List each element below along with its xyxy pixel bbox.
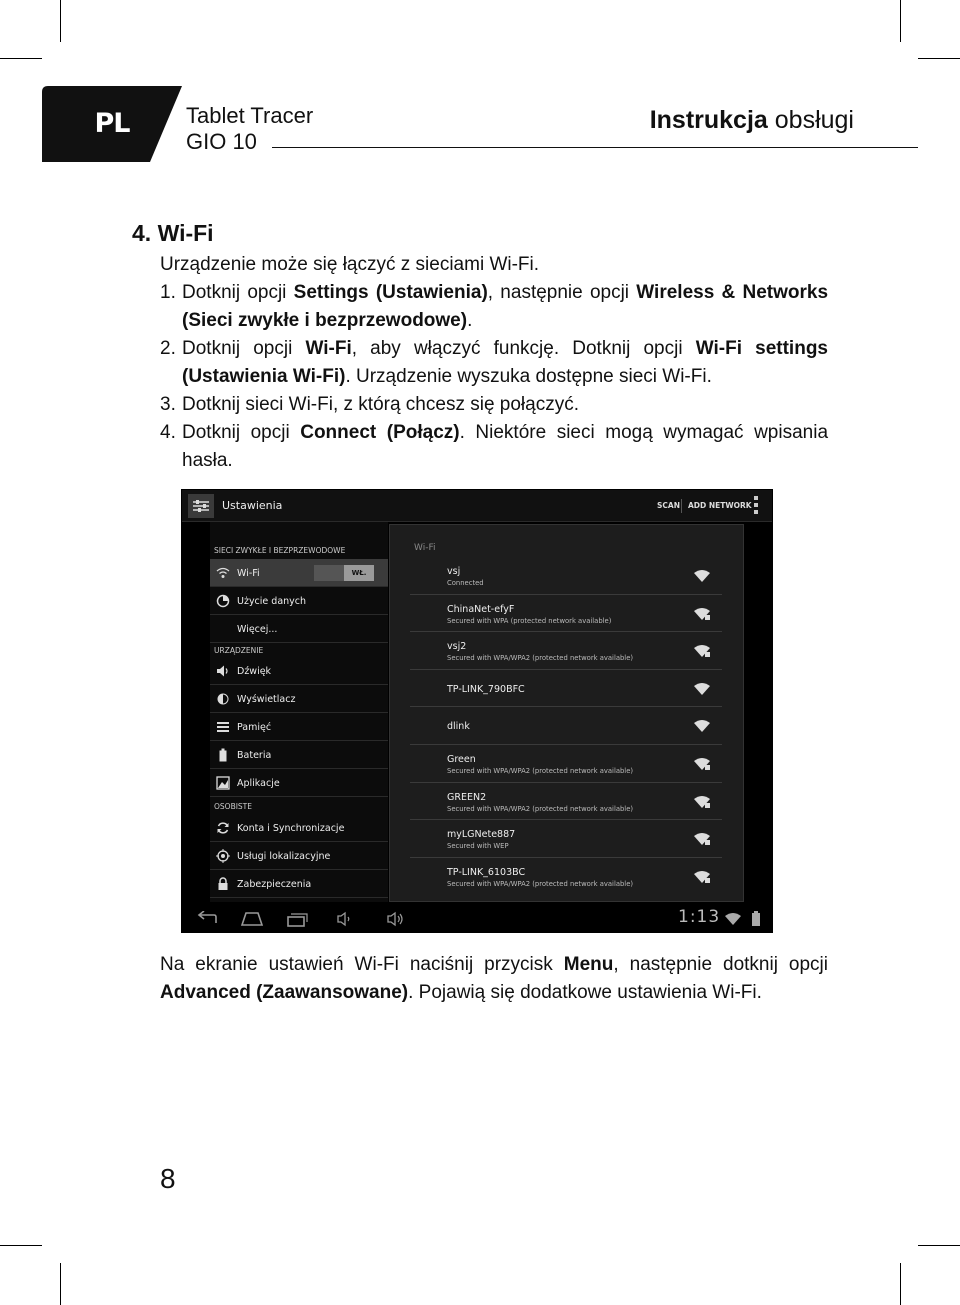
wifi-signal-icon [694, 570, 710, 582]
wifi-network-item[interactable] [410, 670, 722, 708]
section-body [160, 251, 828, 475]
data-usage-icon [216, 594, 230, 608]
system-nav-bar [182, 904, 773, 933]
wifi-network-item[interactable] [410, 632, 722, 670]
step-text: . Niektóre sieci mogą wymagać wpisania hasła. [182, 422, 829, 471]
step-text: Dotknij opcji [182, 338, 306, 359]
speaker-icon [216, 664, 230, 678]
crop-mark [900, 0, 901, 42]
volume-down-icon[interactable] [337, 911, 353, 927]
brightness-icon [216, 692, 230, 706]
settings-item-accounts[interactable] [210, 814, 388, 842]
category-personal: OSOBISTE [214, 802, 253, 811]
network-name: myLGNete887 [447, 829, 516, 841]
section-title: 4. Wi-Fi [132, 220, 214, 246]
action-separator [681, 499, 682, 513]
wifi-network-item[interactable] [410, 745, 722, 783]
settings-item-apps[interactable] [210, 769, 388, 797]
settings-app-icon [188, 494, 214, 518]
status-clock: 1:13 [678, 907, 721, 927]
network-status: Secured with WPA/WPA2 (protected network available) [447, 654, 634, 663]
settings-item-label: Pamięć [237, 722, 272, 733]
step-number: 1. [160, 282, 176, 303]
step-text: Dotknij opcji [182, 422, 301, 443]
network-status: Connected [447, 579, 484, 587]
settings-item-label: Więcej... [237, 624, 278, 635]
settings-item-location[interactable] [210, 842, 388, 870]
step-1 [160, 279, 828, 335]
settings-item-label: Usługi lokalizacyjne [237, 851, 331, 862]
wifi-network-item[interactable] [410, 820, 722, 858]
status-battery-icon [750, 911, 762, 927]
wifi-signal-icon [694, 683, 710, 695]
network-name: TP-LINK_6103BC [447, 866, 526, 878]
lock-icon [216, 877, 230, 891]
wifi-network-item[interactable] [410, 707, 722, 745]
wifi-network-item[interactable] [410, 595, 722, 633]
home-icon[interactable] [240, 911, 264, 927]
step-emphasis: Wi-Fi [305, 338, 352, 359]
step-emphasis: Connect (Połącz) [300, 422, 460, 443]
scan-button[interactable]: SCAN [657, 501, 680, 510]
apps-icon [216, 776, 230, 790]
footer-text: Na ekranie ustawień Wi-Fi naciśnij przycisk [160, 954, 564, 975]
footer-emphasis: Menu [563, 954, 614, 975]
step-3 [160, 391, 828, 419]
back-icon[interactable] [196, 911, 218, 927]
page-header [42, 86, 918, 162]
settings-screenshot [181, 489, 773, 933]
crop-mark [918, 58, 960, 59]
product-model: GIO 10 [186, 129, 257, 154]
settings-item-more[interactable] [210, 615, 388, 643]
settings-item-sound[interactable] [210, 657, 388, 685]
step-emphasis: Wi-Fi settings (Ustawienia Wi-Fi) [182, 338, 828, 387]
step-text: , następnie opcji [487, 282, 637, 303]
secured-wifi-icon [694, 871, 710, 883]
secured-wifi-icon [694, 833, 710, 845]
step-text: , aby włączyć funkcję. Dotknij opcji [351, 338, 696, 359]
footer-emphasis: Advanced (Zaawansowane) [160, 982, 409, 1003]
secured-wifi-icon [694, 758, 710, 770]
step-text: . Urządzenie wyszuka dostępne sieci Wi-Fi. [345, 366, 712, 387]
manual-title [650, 106, 854, 135]
wifi-signal-icon [694, 720, 710, 732]
network-status: Secured with WPA (protected network available) [447, 616, 612, 625]
step-text: Dotknij opcji [182, 282, 294, 303]
step-text: Dotknij sieci Wi-Fi, z którą chcesz się połączyć. [182, 394, 579, 415]
secured-wifi-icon [694, 608, 710, 620]
add-network-button[interactable]: ADD NETWORK [688, 501, 752, 510]
settings-item-label: Użycie danych [237, 596, 307, 607]
wifi-panel-title: Wi-Fi [414, 543, 436, 553]
action-bar-title: Ustawienia [222, 499, 283, 512]
footer-text: , następnie dotknij opcji [613, 954, 828, 975]
step-emphasis: Wireless & Networks (Sieci zwykłe i bezprzewodowe) [182, 282, 829, 331]
settings-item-data-usage[interactable] [210, 587, 388, 615]
network-status: Secured with WPA/WPA2 (protected network available) [447, 804, 634, 813]
network-status: Secured with WEP [447, 842, 509, 851]
step-number: 2. [160, 338, 176, 359]
settings-item-wifi[interactable] [210, 559, 388, 587]
volume-up-icon[interactable] [387, 911, 405, 927]
settings-item-label: Aplikacje [237, 778, 280, 789]
action-bar [182, 490, 773, 522]
settings-item-security[interactable] [210, 870, 388, 898]
settings-item-storage[interactable] [210, 713, 388, 741]
network-name: ChinaNet-efyF [447, 603, 515, 615]
language-code: PL [94, 108, 130, 139]
intro-text: Urządzenie może się łączyć z sieciami Wi-Fi. [160, 254, 540, 275]
footer-paragraph [160, 951, 828, 1007]
secured-wifi-icon [694, 796, 710, 808]
network-name: GREEN2 [447, 791, 487, 803]
step-2 [160, 335, 828, 391]
step-emphasis: Settings (Ustawienia) [293, 282, 488, 303]
sync-icon [216, 821, 230, 835]
storage-icon [216, 720, 230, 734]
settings-item-label: Dźwięk [237, 666, 272, 677]
settings-item-label: Wyświetlacz [237, 694, 296, 705]
network-name: dlink [447, 721, 470, 733]
manual-title-rest: obsługi [774, 106, 854, 134]
settings-item-label: Wi-Fi [237, 568, 260, 579]
location-icon [216, 849, 230, 863]
crop-mark [918, 1245, 960, 1246]
secured-wifi-icon [694, 645, 710, 657]
status-wifi-icon [725, 913, 741, 925]
wifi-network-item[interactable] [410, 858, 722, 896]
page-number: 8 [160, 1163, 176, 1194]
wifi-icon [216, 566, 230, 580]
wifi-toggle[interactable] [314, 565, 374, 581]
network-name: Green [447, 754, 476, 765]
crop-mark [0, 58, 42, 59]
step-number: 4. [160, 422, 176, 443]
settings-item-label: Zabezpieczenia [237, 879, 312, 890]
crop-mark [60, 0, 61, 42]
network-name: vsj2 [447, 641, 467, 653]
wifi-network-item[interactable] [410, 557, 722, 595]
product-name: Tablet Tracer [186, 103, 314, 128]
wifi-network-panel [389, 524, 744, 902]
footer-text: . Pojawią się dodatkowe ustawienia Wi-Fi. [408, 982, 762, 1003]
step-number: 3. [160, 394, 176, 415]
settings-list [210, 522, 388, 902]
crop-mark [0, 1245, 42, 1246]
battery-icon [216, 748, 230, 762]
category-device: URZĄDZENIE [214, 646, 264, 655]
crop-mark [60, 1263, 61, 1305]
network-name: TP-LINK_790BFC [447, 683, 525, 695]
settings-item-label: Bateria [237, 750, 272, 761]
wifi-network-item[interactable] [410, 783, 722, 821]
settings-item-battery[interactable] [210, 741, 388, 769]
step-text: . [467, 310, 473, 331]
category-wireless: SIECI ZWYKŁE I BEZPRZEWODOWE [214, 546, 346, 555]
settings-item-display[interactable] [210, 685, 388, 713]
header-rule [272, 147, 918, 148]
settings-item-label: Konta i Synchronizacje [237, 823, 345, 834]
network-name: vsj [447, 566, 461, 577]
recent-apps-icon[interactable] [286, 911, 308, 927]
network-status: Secured with WPA/WPA2 (protected network available) [447, 767, 634, 775]
toggle-state: WŁ. [344, 565, 374, 581]
network-status: Secured with WPA/WPA2 (protected network available) [447, 879, 634, 888]
overflow-menu-icon[interactable] [754, 496, 758, 517]
step-4 [160, 419, 828, 475]
crop-mark [900, 1263, 901, 1305]
manual-title-bold: Instrukcja [649, 106, 768, 134]
